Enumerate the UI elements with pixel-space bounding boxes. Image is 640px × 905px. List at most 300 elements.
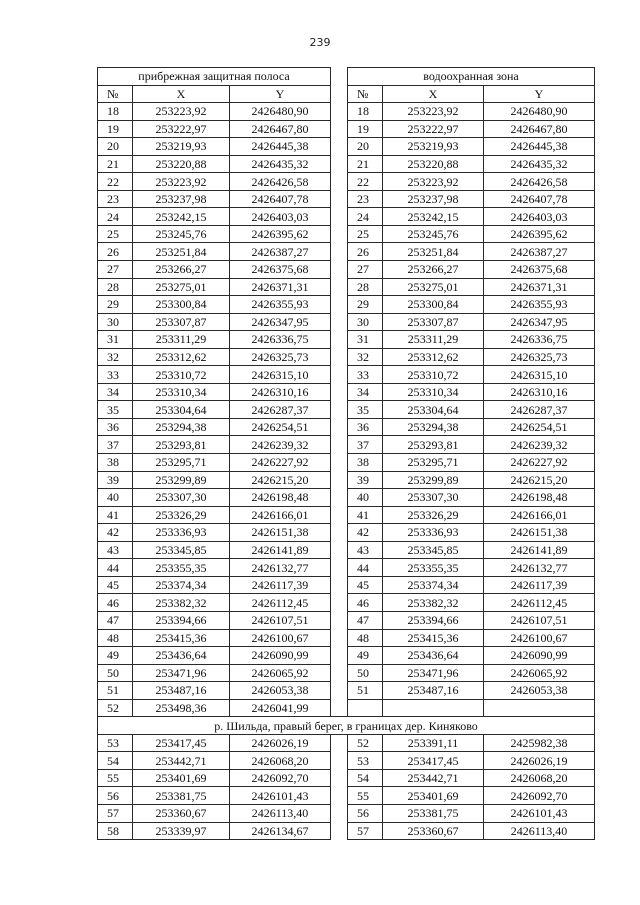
left-no-cell: 46 xyxy=(98,594,133,612)
right-x-cell: 253300,84 xyxy=(383,296,484,314)
right-x-cell: 253336,93 xyxy=(383,524,484,542)
left-x-cell: 253442,71 xyxy=(133,752,230,770)
left-x-cell: 253223,92 xyxy=(133,173,230,191)
left-y-cell: 2426215,20 xyxy=(230,471,331,489)
right-y-cell: 2426101,43 xyxy=(484,804,595,822)
right-y-cell: 2426198,48 xyxy=(484,489,595,507)
right-x-cell: 253436,64 xyxy=(383,647,484,665)
column-gap xyxy=(331,506,348,524)
table-row xyxy=(98,559,595,577)
table-row xyxy=(98,664,595,682)
left-y-cell: 2426480,90 xyxy=(230,103,331,121)
right-no-cell: 29 xyxy=(348,296,383,314)
coordinates-table-body xyxy=(98,68,595,840)
left-x-cell: 253498,36 xyxy=(133,699,230,717)
right-y-cell: 2426387,27 xyxy=(484,243,595,261)
table-row xyxy=(98,524,595,542)
right-y-cell: 2426090,99 xyxy=(484,647,595,665)
right-no-cell: 36 xyxy=(348,418,383,436)
right-no-cell: 56 xyxy=(348,804,383,822)
right-no-cell: 45 xyxy=(348,576,383,594)
right-x-cell: 253312,62 xyxy=(383,348,484,366)
left-x-cell: 253381,75 xyxy=(133,787,230,805)
table-row xyxy=(98,120,595,138)
column-gap xyxy=(331,313,348,331)
left-y-cell: 2426026,19 xyxy=(230,734,331,752)
left-y-cell: 2426467,80 xyxy=(230,120,331,138)
left-y-cell: 2426053,38 xyxy=(230,682,331,700)
right-no-cell: 38 xyxy=(348,454,383,472)
left-no-cell: 41 xyxy=(98,506,133,524)
right-x-cell: 253374,34 xyxy=(383,576,484,594)
left-no-cell: 45 xyxy=(98,576,133,594)
table-row xyxy=(98,506,595,524)
table-row xyxy=(98,454,595,472)
right-x-cell: 253220,88 xyxy=(383,155,484,173)
left-x-cell: 253355,35 xyxy=(133,559,230,577)
right-y-cell: 2426287,37 xyxy=(484,401,595,419)
column-gap xyxy=(331,611,348,629)
right-no-cell: 26 xyxy=(348,243,383,261)
right-x-cell: 253223,92 xyxy=(383,173,484,191)
left-no-header: № xyxy=(98,85,133,103)
left-no-cell: 36 xyxy=(98,418,133,436)
left-x-cell: 253336,93 xyxy=(133,524,230,542)
table-row xyxy=(98,208,595,226)
column-gap xyxy=(331,804,348,822)
table-row xyxy=(98,261,595,279)
left-y-cell: 2426198,48 xyxy=(230,489,331,507)
left-x-cell: 253436,64 xyxy=(133,647,230,665)
right-x-cell: 253310,34 xyxy=(383,383,484,401)
right-y-cell: 2426100,67 xyxy=(484,629,595,647)
right-y-cell: 2426355,93 xyxy=(484,296,595,314)
right-x-cell: 253311,29 xyxy=(383,331,484,349)
left-y-cell: 2426065,92 xyxy=(230,664,331,682)
right-y-cell: 2426445,38 xyxy=(484,138,595,156)
left-x-cell: 253242,15 xyxy=(133,208,230,226)
right-y-cell: 2426215,20 xyxy=(484,471,595,489)
column-gap xyxy=(331,243,348,261)
column-gap xyxy=(331,278,348,296)
right-no-cell: 22 xyxy=(348,173,383,191)
right-y-cell: 2426426,58 xyxy=(484,173,595,191)
left-y-cell: 2426254,51 xyxy=(230,418,331,436)
right-no-cell: 25 xyxy=(348,225,383,243)
column-gap xyxy=(331,261,348,279)
section-title: р. Шильда, правый берег, в границах дер. Киняково xyxy=(98,717,595,735)
right-y-cell: 2426467,80 xyxy=(484,120,595,138)
right-y-cell: 2426166,01 xyxy=(484,506,595,524)
left-x-cell: 253326,29 xyxy=(133,506,230,524)
left-no-cell: 18 xyxy=(98,103,133,121)
right-no-cell: 47 xyxy=(348,611,383,629)
left-no-cell: 21 xyxy=(98,155,133,173)
table-row xyxy=(98,611,595,629)
right-no-cell: 32 xyxy=(348,348,383,366)
right-no-header: № xyxy=(348,85,383,103)
column-gap xyxy=(331,138,348,156)
left-y-cell: 2426347,95 xyxy=(230,313,331,331)
right-no-cell: 40 xyxy=(348,489,383,507)
left-no-cell: 37 xyxy=(98,436,133,454)
column-gap xyxy=(331,208,348,226)
table-row xyxy=(98,278,595,296)
left-y-cell: 2426134,67 xyxy=(230,822,331,840)
column-header-row xyxy=(98,85,595,103)
column-gap xyxy=(331,418,348,436)
right-y-cell: 2426026,19 xyxy=(484,752,595,770)
right-x-cell xyxy=(383,699,484,717)
table-row xyxy=(98,822,595,840)
right-x-cell: 253219,93 xyxy=(383,138,484,156)
right-x-cell: 253304,64 xyxy=(383,401,484,419)
left-no-cell: 39 xyxy=(98,471,133,489)
left-x-cell: 253293,81 xyxy=(133,436,230,454)
left-no-cell: 48 xyxy=(98,629,133,647)
left-x-cell: 253245,76 xyxy=(133,225,230,243)
left-no-cell: 27 xyxy=(98,261,133,279)
left-y-cell: 2426107,51 xyxy=(230,611,331,629)
left-no-cell: 25 xyxy=(98,225,133,243)
right-no-cell: 42 xyxy=(348,524,383,542)
right-x-cell: 253381,75 xyxy=(383,804,484,822)
left-x-cell: 253223,92 xyxy=(133,103,230,121)
column-gap xyxy=(331,629,348,647)
table-row xyxy=(98,348,595,366)
right-y-cell: 2426239,32 xyxy=(484,436,595,454)
left-x-header: X xyxy=(133,85,230,103)
left-x-cell: 253304,64 xyxy=(133,401,230,419)
right-y-cell: 2426403,03 xyxy=(484,208,595,226)
left-y-header: Y xyxy=(230,85,331,103)
right-no-cell: 23 xyxy=(348,190,383,208)
table-row xyxy=(98,401,595,419)
right-no-cell: 31 xyxy=(348,331,383,349)
left-x-cell: 253401,69 xyxy=(133,769,230,787)
table-row xyxy=(98,489,595,507)
right-no-cell: 51 xyxy=(348,682,383,700)
left-y-cell: 2426227,92 xyxy=(230,454,331,472)
right-y-cell: 2426480,90 xyxy=(484,103,595,121)
column-gap xyxy=(331,752,348,770)
right-x-cell: 253487,16 xyxy=(383,682,484,700)
right-y-cell: 2426053,38 xyxy=(484,682,595,700)
column-gap xyxy=(331,225,348,243)
table-row xyxy=(98,699,595,717)
table-row xyxy=(98,296,595,314)
table-row xyxy=(98,752,595,770)
right-x-cell: 253355,35 xyxy=(383,559,484,577)
column-gap xyxy=(331,155,348,173)
right-no-cell: 52 xyxy=(348,734,383,752)
left-x-cell: 253307,87 xyxy=(133,313,230,331)
column-gap xyxy=(331,787,348,805)
right-no-cell: 35 xyxy=(348,401,383,419)
column-gap xyxy=(331,331,348,349)
left-y-cell: 2426166,01 xyxy=(230,506,331,524)
left-y-cell: 2426426,58 xyxy=(230,173,331,191)
column-gap xyxy=(331,734,348,752)
left-y-cell: 2426407,78 xyxy=(230,190,331,208)
right-y-cell: 2426092,70 xyxy=(484,787,595,805)
left-no-cell: 28 xyxy=(98,278,133,296)
right-x-cell: 253442,71 xyxy=(383,769,484,787)
table-row xyxy=(98,436,595,454)
left-x-cell: 253312,62 xyxy=(133,348,230,366)
right-y-cell: 2426395,62 xyxy=(484,225,595,243)
right-no-cell: 55 xyxy=(348,787,383,805)
left-no-cell: 52 xyxy=(98,699,133,717)
table-row xyxy=(98,804,595,822)
right-x-cell: 253415,36 xyxy=(383,629,484,647)
table-row xyxy=(98,541,595,559)
table-row xyxy=(98,190,595,208)
left-x-cell: 253374,34 xyxy=(133,576,230,594)
right-y-header: Y xyxy=(484,85,595,103)
right-x-cell: 253391,11 xyxy=(383,734,484,752)
column-gap xyxy=(331,68,348,86)
column-gap xyxy=(331,594,348,612)
left-no-cell: 24 xyxy=(98,208,133,226)
left-y-cell: 2426100,67 xyxy=(230,629,331,647)
right-y-cell: 2426151,38 xyxy=(484,524,595,542)
left-no-cell: 53 xyxy=(98,734,133,752)
column-gap xyxy=(331,120,348,138)
column-gap xyxy=(331,436,348,454)
right-y-cell: 2426371,31 xyxy=(484,278,595,296)
left-no-cell: 30 xyxy=(98,313,133,331)
table-row xyxy=(98,243,595,261)
right-no-cell: 37 xyxy=(348,436,383,454)
right-no-cell: 28 xyxy=(348,278,383,296)
right-x-cell: 253326,29 xyxy=(383,506,484,524)
left-y-cell: 2426325,73 xyxy=(230,348,331,366)
left-x-cell: 253345,85 xyxy=(133,541,230,559)
right-x-cell: 253294,38 xyxy=(383,418,484,436)
left-no-cell: 22 xyxy=(98,173,133,191)
column-gap xyxy=(331,524,348,542)
table-row xyxy=(98,629,595,647)
right-x-cell: 253293,81 xyxy=(383,436,484,454)
right-no-cell: 54 xyxy=(348,769,383,787)
left-y-cell: 2426435,32 xyxy=(230,155,331,173)
left-x-cell: 253487,16 xyxy=(133,682,230,700)
left-x-cell: 253300,84 xyxy=(133,296,230,314)
left-no-cell: 58 xyxy=(98,822,133,840)
left-no-cell: 43 xyxy=(98,541,133,559)
left-x-cell: 253275,01 xyxy=(133,278,230,296)
right-no-cell: 20 xyxy=(348,138,383,156)
coordinates-table xyxy=(97,67,595,840)
right-y-cell: 2426227,92 xyxy=(484,454,595,472)
table-row xyxy=(98,366,595,384)
left-no-cell: 40 xyxy=(98,489,133,507)
left-no-cell: 44 xyxy=(98,559,133,577)
column-gap xyxy=(331,366,348,384)
table-row xyxy=(98,173,595,191)
right-y-cell: 2426065,92 xyxy=(484,664,595,682)
left-y-cell: 2426315,10 xyxy=(230,366,331,384)
left-x-cell: 253360,67 xyxy=(133,804,230,822)
right-no-cell: 44 xyxy=(348,559,383,577)
right-x-cell: 253360,67 xyxy=(383,822,484,840)
right-x-cell: 253242,15 xyxy=(383,208,484,226)
right-no-cell: 39 xyxy=(348,471,383,489)
left-x-cell: 253237,98 xyxy=(133,190,230,208)
right-no-cell: 21 xyxy=(348,155,383,173)
right-x-cell: 253394,66 xyxy=(383,611,484,629)
right-x-cell: 253345,85 xyxy=(383,541,484,559)
left-y-cell: 2426395,62 xyxy=(230,225,331,243)
column-gap xyxy=(331,489,348,507)
right-no-cell: 53 xyxy=(348,752,383,770)
right-x-cell: 253307,30 xyxy=(383,489,484,507)
right-x-cell: 253471,96 xyxy=(383,664,484,682)
left-x-cell: 253299,89 xyxy=(133,471,230,489)
left-no-cell: 26 xyxy=(98,243,133,261)
right-y-cell: 2426107,51 xyxy=(484,611,595,629)
right-no-cell xyxy=(348,699,383,717)
left-no-cell: 47 xyxy=(98,611,133,629)
right-y-cell: 2426375,68 xyxy=(484,261,595,279)
column-gap xyxy=(331,664,348,682)
right-x-cell: 253401,69 xyxy=(383,787,484,805)
column-gap xyxy=(331,822,348,840)
right-no-cell: 33 xyxy=(348,366,383,384)
left-y-cell: 2426375,68 xyxy=(230,261,331,279)
left-y-cell: 2426141,89 xyxy=(230,541,331,559)
right-no-cell: 43 xyxy=(348,541,383,559)
left-x-cell: 253219,93 xyxy=(133,138,230,156)
column-gap xyxy=(331,471,348,489)
left-y-cell: 2426101,43 xyxy=(230,787,331,805)
left-no-cell: 31 xyxy=(98,331,133,349)
right-x-cell: 253417,45 xyxy=(383,752,484,770)
left-x-cell: 253394,66 xyxy=(133,611,230,629)
left-no-cell: 49 xyxy=(98,647,133,665)
left-x-cell: 253294,38 xyxy=(133,418,230,436)
table-row xyxy=(98,138,595,156)
right-y-cell: 2426117,39 xyxy=(484,576,595,594)
table-row xyxy=(98,594,595,612)
left-y-cell: 2426132,77 xyxy=(230,559,331,577)
left-x-cell: 253415,36 xyxy=(133,629,230,647)
left-y-cell: 2426041,99 xyxy=(230,699,331,717)
column-gap xyxy=(331,348,348,366)
left-y-cell: 2426068,20 xyxy=(230,752,331,770)
table-row xyxy=(98,734,595,752)
column-gap xyxy=(331,401,348,419)
right-y-cell: 2426435,32 xyxy=(484,155,595,173)
right-x-cell: 253307,87 xyxy=(383,313,484,331)
left-y-cell: 2426287,37 xyxy=(230,401,331,419)
column-gap xyxy=(331,699,348,717)
left-x-cell: 253307,30 xyxy=(133,489,230,507)
column-gap xyxy=(331,541,348,559)
column-gap xyxy=(331,454,348,472)
right-y-cell: 2426336,75 xyxy=(484,331,595,349)
right-y-cell: 2426325,73 xyxy=(484,348,595,366)
right-x-cell: 253275,01 xyxy=(383,278,484,296)
right-x-cell: 253245,76 xyxy=(383,225,484,243)
right-x-cell: 253266,27 xyxy=(383,261,484,279)
table-row xyxy=(98,313,595,331)
left-no-cell: 54 xyxy=(98,752,133,770)
right-zone-title: водоохранная зона xyxy=(348,68,595,86)
right-no-cell: 27 xyxy=(348,261,383,279)
table-row xyxy=(98,103,595,121)
table-row xyxy=(98,331,595,349)
left-y-cell: 2426117,39 xyxy=(230,576,331,594)
table-row xyxy=(98,225,595,243)
left-x-cell: 253382,32 xyxy=(133,594,230,612)
left-no-cell: 55 xyxy=(98,769,133,787)
column-gap xyxy=(331,647,348,665)
right-x-header: X xyxy=(383,85,484,103)
section-title-row xyxy=(98,717,595,735)
table-row xyxy=(98,769,595,787)
right-no-cell: 57 xyxy=(348,822,383,840)
right-x-cell: 253251,84 xyxy=(383,243,484,261)
left-x-cell: 253310,34 xyxy=(133,383,230,401)
right-y-cell: 2426315,10 xyxy=(484,366,595,384)
left-x-cell: 253310,72 xyxy=(133,366,230,384)
column-gap xyxy=(331,173,348,191)
left-no-cell: 23 xyxy=(98,190,133,208)
table-row xyxy=(98,576,595,594)
right-y-cell: 2426407,78 xyxy=(484,190,595,208)
right-y-cell: 2426310,16 xyxy=(484,383,595,401)
right-no-cell: 18 xyxy=(348,103,383,121)
left-y-cell: 2426151,38 xyxy=(230,524,331,542)
left-no-cell: 19 xyxy=(98,120,133,138)
left-no-cell: 38 xyxy=(98,454,133,472)
left-y-cell: 2426355,93 xyxy=(230,296,331,314)
right-no-cell: 50 xyxy=(348,664,383,682)
right-y-cell: 2426132,77 xyxy=(484,559,595,577)
right-y-cell: 2426112,45 xyxy=(484,594,595,612)
table-row xyxy=(98,383,595,401)
left-y-cell: 2426112,45 xyxy=(230,594,331,612)
table-row xyxy=(98,647,595,665)
right-no-cell: 49 xyxy=(348,647,383,665)
left-y-cell: 2426113,40 xyxy=(230,804,331,822)
right-y-cell: 2426113,40 xyxy=(484,822,595,840)
right-no-cell: 30 xyxy=(348,313,383,331)
left-no-cell: 50 xyxy=(98,664,133,682)
left-x-cell: 253266,27 xyxy=(133,261,230,279)
column-gap xyxy=(331,296,348,314)
left-y-cell: 2426239,32 xyxy=(230,436,331,454)
table-row xyxy=(98,418,595,436)
left-y-cell: 2426336,75 xyxy=(230,331,331,349)
table-row xyxy=(98,155,595,173)
column-gap xyxy=(331,85,348,103)
right-x-cell: 253310,72 xyxy=(383,366,484,384)
left-no-cell: 35 xyxy=(98,401,133,419)
right-no-cell: 34 xyxy=(348,383,383,401)
left-zone-title: прибрежная защитная полоса xyxy=(98,68,331,86)
right-x-cell: 253382,32 xyxy=(383,594,484,612)
right-x-cell: 253223,92 xyxy=(383,103,484,121)
right-x-cell: 253237,98 xyxy=(383,190,484,208)
left-x-cell: 253295,71 xyxy=(133,454,230,472)
left-x-cell: 253311,29 xyxy=(133,331,230,349)
right-y-cell: 2426068,20 xyxy=(484,769,595,787)
right-x-cell: 253299,89 xyxy=(383,471,484,489)
left-y-cell: 2426445,38 xyxy=(230,138,331,156)
